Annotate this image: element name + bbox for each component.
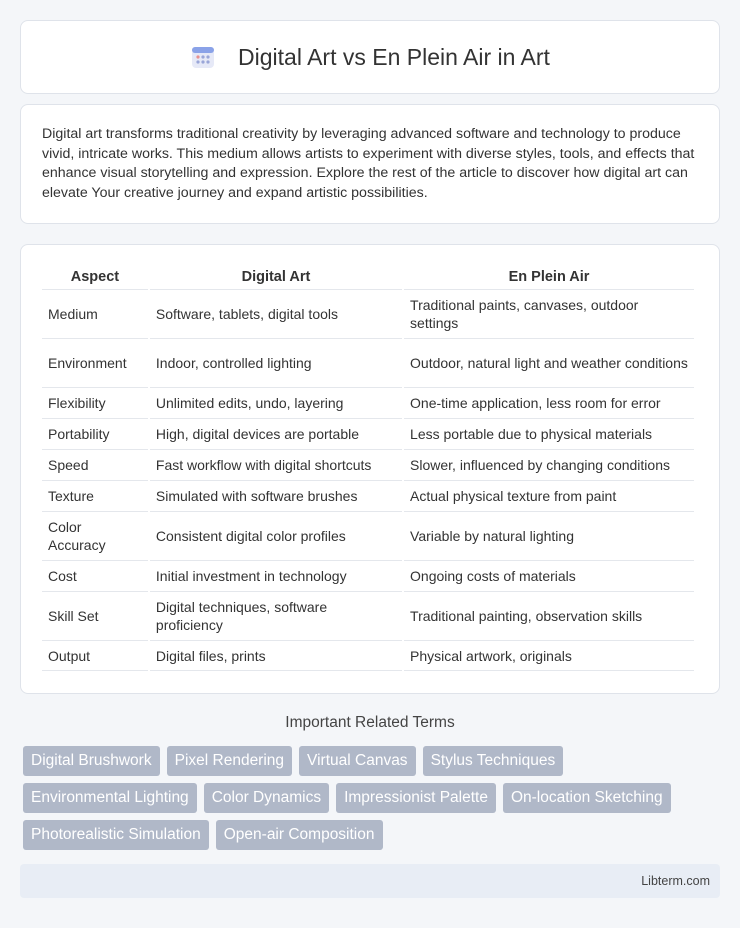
comparison-table — [40, 265, 696, 671]
footer-brand-link[interactable]: Libterm.com — [641, 874, 710, 888]
table-row — [42, 387, 694, 418]
table-row — [42, 338, 694, 387]
cell-plein: Outdoor, natural light and weather conditions — [404, 338, 694, 387]
cell-digital: Digital techniques, software proficiency — [150, 591, 402, 640]
cell-aspect: Color Accuracy — [42, 511, 148, 560]
table-row — [42, 591, 694, 640]
related-term-tag[interactable]: Environmental Lighting — [23, 783, 197, 813]
cell-digital: Indoor, controlled lighting — [150, 338, 402, 387]
table-row — [42, 640, 694, 671]
intro-card — [20, 104, 720, 224]
related-term-tag[interactable]: Digital Brushwork — [23, 746, 160, 776]
table-row — [42, 449, 694, 480]
cell-aspect: Skill Set — [42, 591, 148, 640]
related-term-tag[interactable]: Virtual Canvas — [299, 746, 416, 776]
cell-aspect: Portability — [42, 418, 148, 449]
cell-plein: Traditional paints, canvases, outdoor settings — [404, 289, 694, 338]
table-row — [42, 560, 694, 591]
related-term-tag[interactable]: Open-air Composition — [216, 820, 383, 850]
table-row — [42, 418, 694, 449]
related-term-tag[interactable]: Stylus Techniques — [423, 746, 564, 776]
table-row — [42, 289, 694, 338]
page-title: Digital Art vs En Plein Air in Art — [238, 43, 550, 70]
cell-digital: Software, tablets, digital tools — [150, 289, 402, 338]
cell-digital: Initial investment in technology — [150, 560, 402, 591]
header-digital-art: Digital Art — [241, 269, 311, 285]
cell-aspect: Output — [42, 640, 148, 671]
comparison-card — [20, 244, 720, 694]
cell-digital: Unlimited edits, undo, layering — [150, 387, 402, 418]
cell-digital: High, digital devices are portable — [150, 418, 402, 449]
cell-aspect: Medium — [42, 289, 148, 338]
related-term-tag[interactable]: Photorealistic Simulation — [23, 820, 209, 850]
cell-aspect: Environment — [42, 338, 148, 387]
cell-digital: Fast workflow with digital shortcuts — [150, 449, 402, 480]
header-aspect: Aspect — [70, 269, 120, 285]
related-term-tag[interactable]: On-location Sketching — [503, 783, 671, 813]
cell-plein: Less portable due to physical materials — [404, 418, 694, 449]
cell-plein: Physical artwork, originals — [404, 640, 694, 671]
related-terms-list — [23, 746, 723, 850]
intro-text: Digital art transforms traditional creativity by leveraging advanced software and technology to produce vivid, intricate works. This medium allows artists to experiment with diverse styles, tools, and effects that enhance visual storytelling and expression. Explore the rest of the article to discover how digital art can elevate Your creative journey and expand artistic possibilities. — [42, 126, 695, 201]
cell-digital: Digital files, prints — [150, 640, 402, 671]
header-en-plein-air: En Plein Air — [508, 269, 590, 285]
table-row — [42, 511, 694, 560]
footer — [20, 864, 720, 898]
cell-aspect: Flexibility — [42, 387, 148, 418]
cell-aspect: Texture — [42, 480, 148, 511]
cell-plein: Actual physical texture from paint — [404, 480, 694, 511]
cell-plein: One-time application, less room for error — [404, 387, 694, 418]
cell-plein: Ongoing costs of materials — [404, 560, 694, 591]
related-term-tag[interactable]: Pixel Rendering — [167, 746, 292, 776]
related-terms-heading: Important Related Terms — [285, 714, 455, 731]
cell-plein: Slower, influenced by changing conditions — [404, 449, 694, 480]
cell-plein: Variable by natural lighting — [404, 511, 694, 560]
cell-digital: Consistent digital color profiles — [150, 511, 402, 560]
related-term-tag[interactable]: Impressionist Palette — [336, 783, 496, 813]
cell-aspect: Speed — [42, 449, 148, 480]
cell-digital: Simulated with software brushes — [150, 480, 402, 511]
related-term-tag[interactable]: Color Dynamics — [204, 783, 329, 813]
title-card — [20, 20, 720, 94]
table-row — [42, 480, 694, 511]
cell-plein: Traditional painting, observation skills — [404, 591, 694, 640]
cell-aspect: Cost — [42, 560, 148, 591]
calendar-grid-icon — [190, 44, 216, 70]
